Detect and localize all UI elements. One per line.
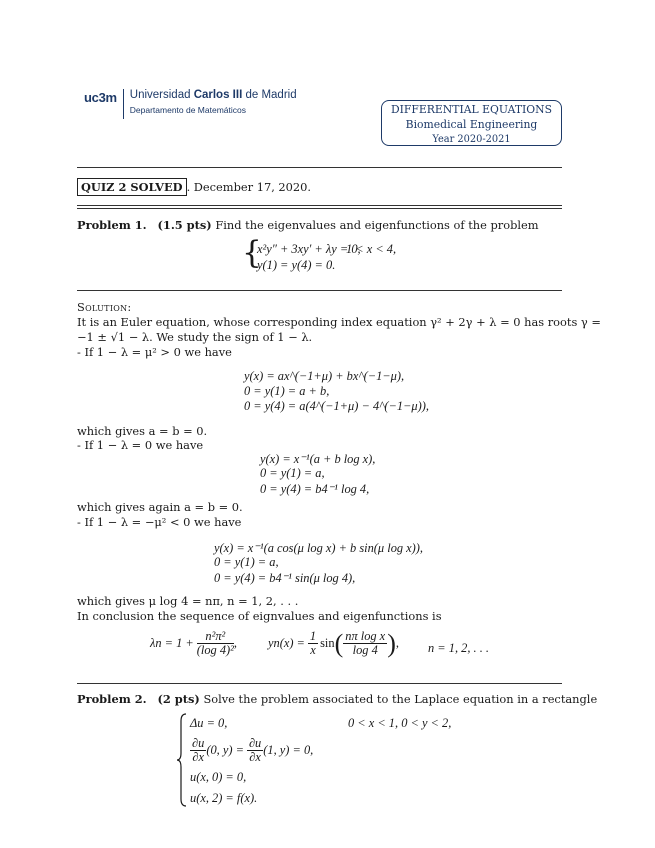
- course-title: DIFFERENTIAL EQUATIONS: [391, 103, 552, 116]
- solution-line1: It is an Euler equation, whose corresponding index equation γ² + 2γ + λ = 0 has roots γ =: [77, 315, 601, 329]
- system-brace: [176, 713, 188, 807]
- lambda-lhs: λn = 1 +: [150, 636, 194, 650]
- case3-intro: - If 1 − λ = −μ² < 0 we have: [77, 515, 242, 529]
- problem1-eq1: x²y″ + 3xy′ + λy = 0,: [257, 242, 361, 256]
- department-name: Departamento de Matemáticos: [129, 105, 246, 115]
- case3-eq: y(x) = x⁻¹(a cos(μ log x) + b sin(μ log x)),: [214, 541, 424, 555]
- divider: [77, 683, 562, 684]
- solution-line2: −1 ± √1 − λ. We study the sign of 1 − λ.: [77, 330, 313, 344]
- problem1-statement: [77, 218, 539, 232]
- problem2-eq1: Δu = 0,: [190, 716, 228, 730]
- case2-intro: - If 1 − λ = 0 we have: [77, 438, 204, 452]
- case2-eq: 0 = y(4) = b4⁻¹ log 4,: [260, 482, 370, 496]
- case1-result: which gives a = b = 0.: [77, 424, 208, 438]
- problem1-title: Problem 1.: [77, 218, 147, 232]
- university-logo: [84, 89, 297, 119]
- conclusion: In conclusion the sequence of eignvalues and eigenfunctions is: [77, 609, 442, 623]
- final-range: n = 1, 2, . . .: [428, 641, 490, 655]
- problem1-points: (1.5 pts): [157, 218, 212, 232]
- case2-eq: 0 = y(1) = a,: [260, 466, 325, 480]
- case1-eq: 0 = y(1) = a + b,: [244, 384, 330, 398]
- final-eigenfunctions: yn(x) = $\frac{1}{x}$ sin ( $\frac{\text{nπ log x}}{\log 4}$ ) ,: [268, 628, 399, 658]
- left-brace: {: [242, 235, 262, 271]
- divider: [77, 290, 562, 291]
- problem1-eq1-domain: 1 < x < 4,: [346, 242, 397, 256]
- sin-argument: $\frac{\text{nπ log x}}{\log 4}$: [345, 629, 386, 657]
- y-fraction: $\frac{1}{x}$: [309, 629, 317, 657]
- course-info-box: [381, 100, 562, 146]
- y-lhs: yn(x) =: [268, 636, 305, 650]
- case1-eq: 0 = y(4) = a(4^(−1+μ) − 4^(−1−μ)),: [244, 399, 429, 413]
- divider: [77, 167, 562, 168]
- final-eigenvalues: λn = 1 + $\frac{\text{n²π²}}{\text{(log 4)²}}$ ,: [150, 629, 237, 657]
- case3-eq: 0 = y(4) = b4⁻¹ sin(μ log 4),: [214, 571, 356, 585]
- problem1-text: Find the eigenvalues and eigenfunctions of the problem: [215, 218, 539, 232]
- case2-eq: y(x) = x⁻¹(a + b log x),: [260, 452, 376, 466]
- course-program: Biomedical Engineering: [405, 118, 538, 131]
- quiz-date: . December 17, 2020.: [186, 180, 312, 194]
- divider: [77, 205, 562, 206]
- case1-intro: - If 1 − λ = μ² > 0 we have: [77, 345, 232, 359]
- university-name: Universidad Carlos III de Madrid: [129, 89, 297, 101]
- problem2-eq2: $\frac{\partial u}{\partial x}$ (0, y) = $\frac{\partial u}{\partial x}$ (1, y) = 0,: [192, 736, 314, 764]
- course-year: Year 2020-2021: [432, 134, 511, 145]
- problem2-statement: [77, 692, 597, 706]
- problem2-points: (2 pts): [157, 692, 200, 706]
- solution-heading: Solution:: [77, 300, 132, 314]
- logo-text: [130, 89, 297, 115]
- divider: [77, 208, 562, 209]
- case1-eq: y(x) = ax^(−1+μ) + bx^(−1−μ),: [244, 369, 405, 383]
- problem1-eq2: y(1) = y(4) = 0.: [257, 258, 336, 272]
- quiz-label: QUIZ 2 SOLVED: [77, 178, 187, 196]
- logo-mark: uc3m: [84, 90, 117, 105]
- problem2-eq4: u(x, 2) = f(x).: [190, 791, 258, 805]
- case3-eq: 0 = y(1) = a,: [214, 555, 279, 569]
- case2-result: which gives again a = b = 0.: [77, 500, 243, 514]
- problem2-title: Problem 2.: [77, 692, 147, 706]
- quiz-title-line: [77, 180, 311, 194]
- logo-divider: [123, 89, 124, 119]
- problem2-eq3: u(x, 0) = 0,: [190, 770, 247, 784]
- lambda-fraction: $\frac{\text{n²π²}}{\text{(log 4)²}}$: [196, 629, 234, 657]
- problem2-text: Solve the problem associated to the Laplace equation in a rectangle: [203, 692, 598, 706]
- problem2-eq1-domain: 0 < x < 1, 0 < y < 2,: [348, 716, 452, 730]
- case3-result: which gives μ log 4 = nπ, n = 1, 2, . . .: [77, 594, 299, 608]
